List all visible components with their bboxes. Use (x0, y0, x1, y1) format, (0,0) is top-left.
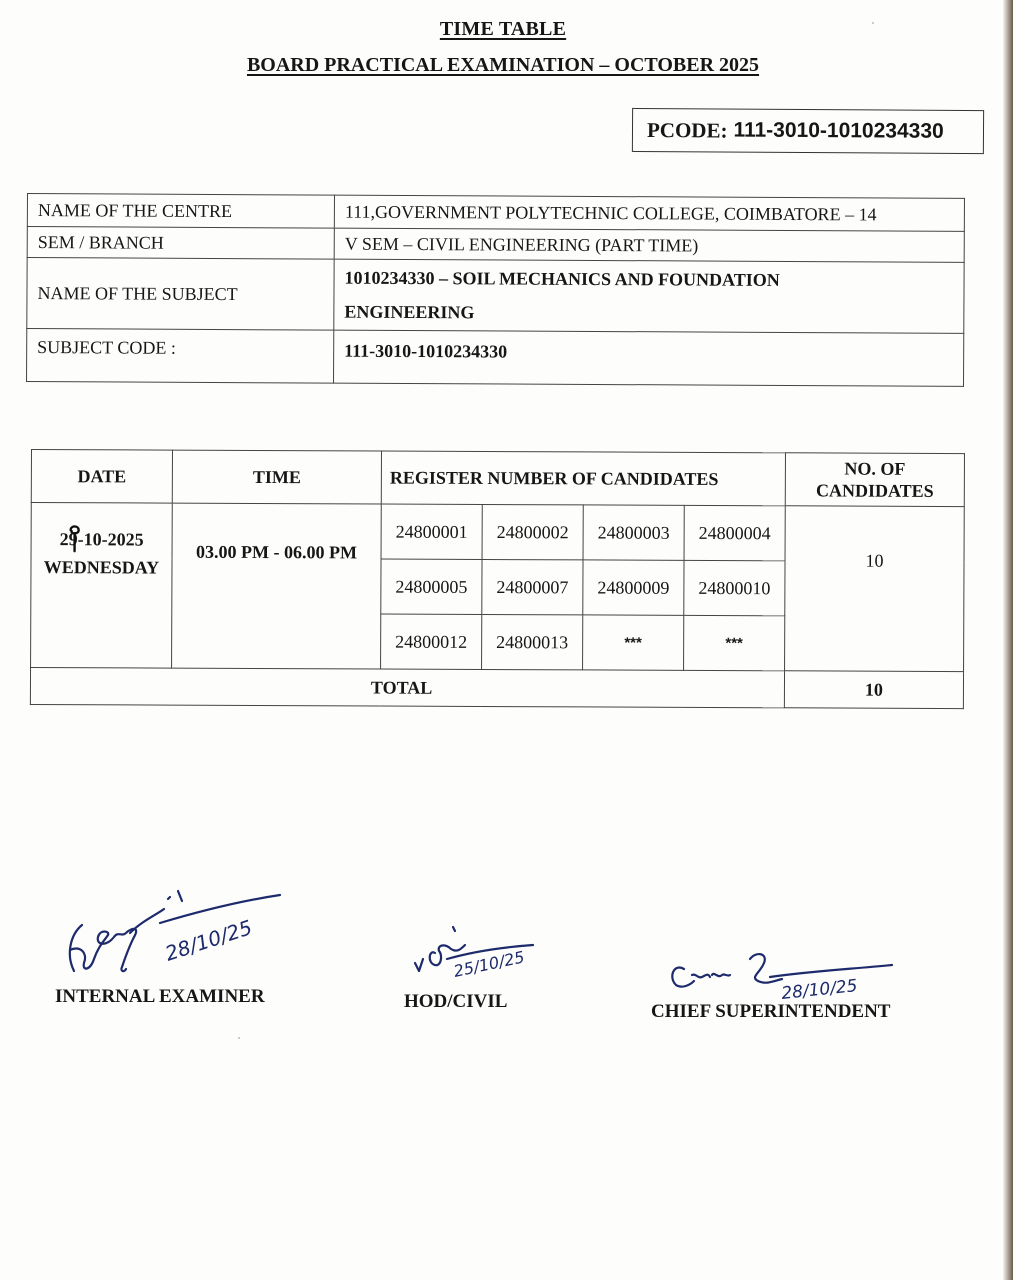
info-row-sem-branch (27, 227, 964, 263)
chief-superintendent-label: CHIEF SUPERINTENDENT (651, 1001, 891, 1022)
paper-fold-shadow (1003, 0, 1013, 1280)
internal-examiner-date: 28/10/25 (162, 915, 255, 966)
info-value-subject (334, 259, 964, 333)
info-label: NAME OF THE CENTRE (27, 194, 334, 229)
info-value-sem-branch: V SEM – CIVIL ENGINEERING (PART TIME) (334, 228, 964, 262)
register-number-empty: *** (583, 615, 684, 670)
total-label: TOTAL (30, 668, 784, 708)
internal-examiner-signature (60, 875, 290, 985)
info-row-subject-code (27, 329, 964, 387)
info-label: SEM / BRANCH (27, 227, 334, 260)
subject-line-2: ENGINEERING (344, 301, 475, 323)
info-value-subject-code: 111-3010-1010234330 (334, 330, 964, 386)
pcode-label: PCODE: (646, 117, 728, 143)
header-register-numbers: REGISTER NUMBER OF CANDIDATES (381, 451, 785, 506)
total-value: 10 (784, 671, 963, 709)
header-date: DATE (31, 450, 172, 504)
register-number: 24800009 (583, 560, 684, 615)
exam-day: WEDNESDAY (43, 557, 160, 578)
total-row (30, 668, 963, 709)
exam-date-cell (31, 503, 173, 669)
document-title: TIME TABLE (439, 18, 567, 40)
internal-examiner-label: INTERNAL EXAMINER (55, 986, 265, 1007)
register-number: 24800005 (381, 559, 482, 614)
header-count-line-1: NO. OF (844, 458, 906, 479)
header-no-of-candidates (785, 453, 964, 507)
schedule-header-row (31, 450, 964, 507)
candidate-count: 10 (785, 506, 965, 672)
hod-civil-signature (405, 915, 555, 985)
pcode-box (632, 108, 984, 154)
register-number: 24800002 (482, 504, 583, 559)
exam-date: 29-10-2025 (59, 529, 144, 550)
exam-info-table (26, 193, 965, 387)
register-number-empty: *** (683, 615, 784, 670)
hod-civil-label: HOD/CIVIL (404, 991, 508, 1012)
register-number: 24800007 (482, 559, 583, 614)
hod-civil-date: 25/10/25 (451, 947, 527, 981)
register-number: 24800001 (381, 504, 482, 559)
register-number: 24800003 (583, 505, 684, 560)
subject-line-1: 1010234330 – SOIL MECHANICS AND FOUNDATION (344, 267, 780, 290)
info-label: NAME OF THE SUBJECT (27, 258, 334, 331)
table-row (31, 503, 964, 562)
register-number: 24800004 (684, 505, 785, 560)
info-row-subject (27, 258, 964, 334)
header-count-line-2: CANDIDATES (815, 480, 934, 501)
register-number: 24800010 (684, 560, 785, 615)
chief-superintendent-date: 28/10/25 (780, 976, 859, 1004)
info-label: SUBJECT CODE : (27, 329, 334, 384)
handwritten-correction-mark (68, 523, 82, 553)
schedule-table (30, 449, 965, 709)
register-number: 24800013 (482, 614, 583, 669)
info-value-centre: 111,GOVERNMENT POLYTECHNIC COLLEGE, COIMBATORE – 14 (334, 195, 964, 231)
document-subtitle: BOARD PRACTICAL EXAMINATION – OCTOBER 2025 (246, 54, 760, 76)
paper-speck (238, 1037, 240, 1039)
register-number: 24800012 (381, 614, 482, 669)
info-row-centre (27, 194, 964, 232)
exam-time: 03.00 PM - 06.00 PM (172, 503, 382, 669)
chief-superintendent-signature (662, 945, 912, 1005)
header-time: TIME (172, 450, 381, 504)
exam-date-wrap (60, 525, 144, 553)
pcode-value: 111-3010-1010234330 (733, 118, 944, 143)
